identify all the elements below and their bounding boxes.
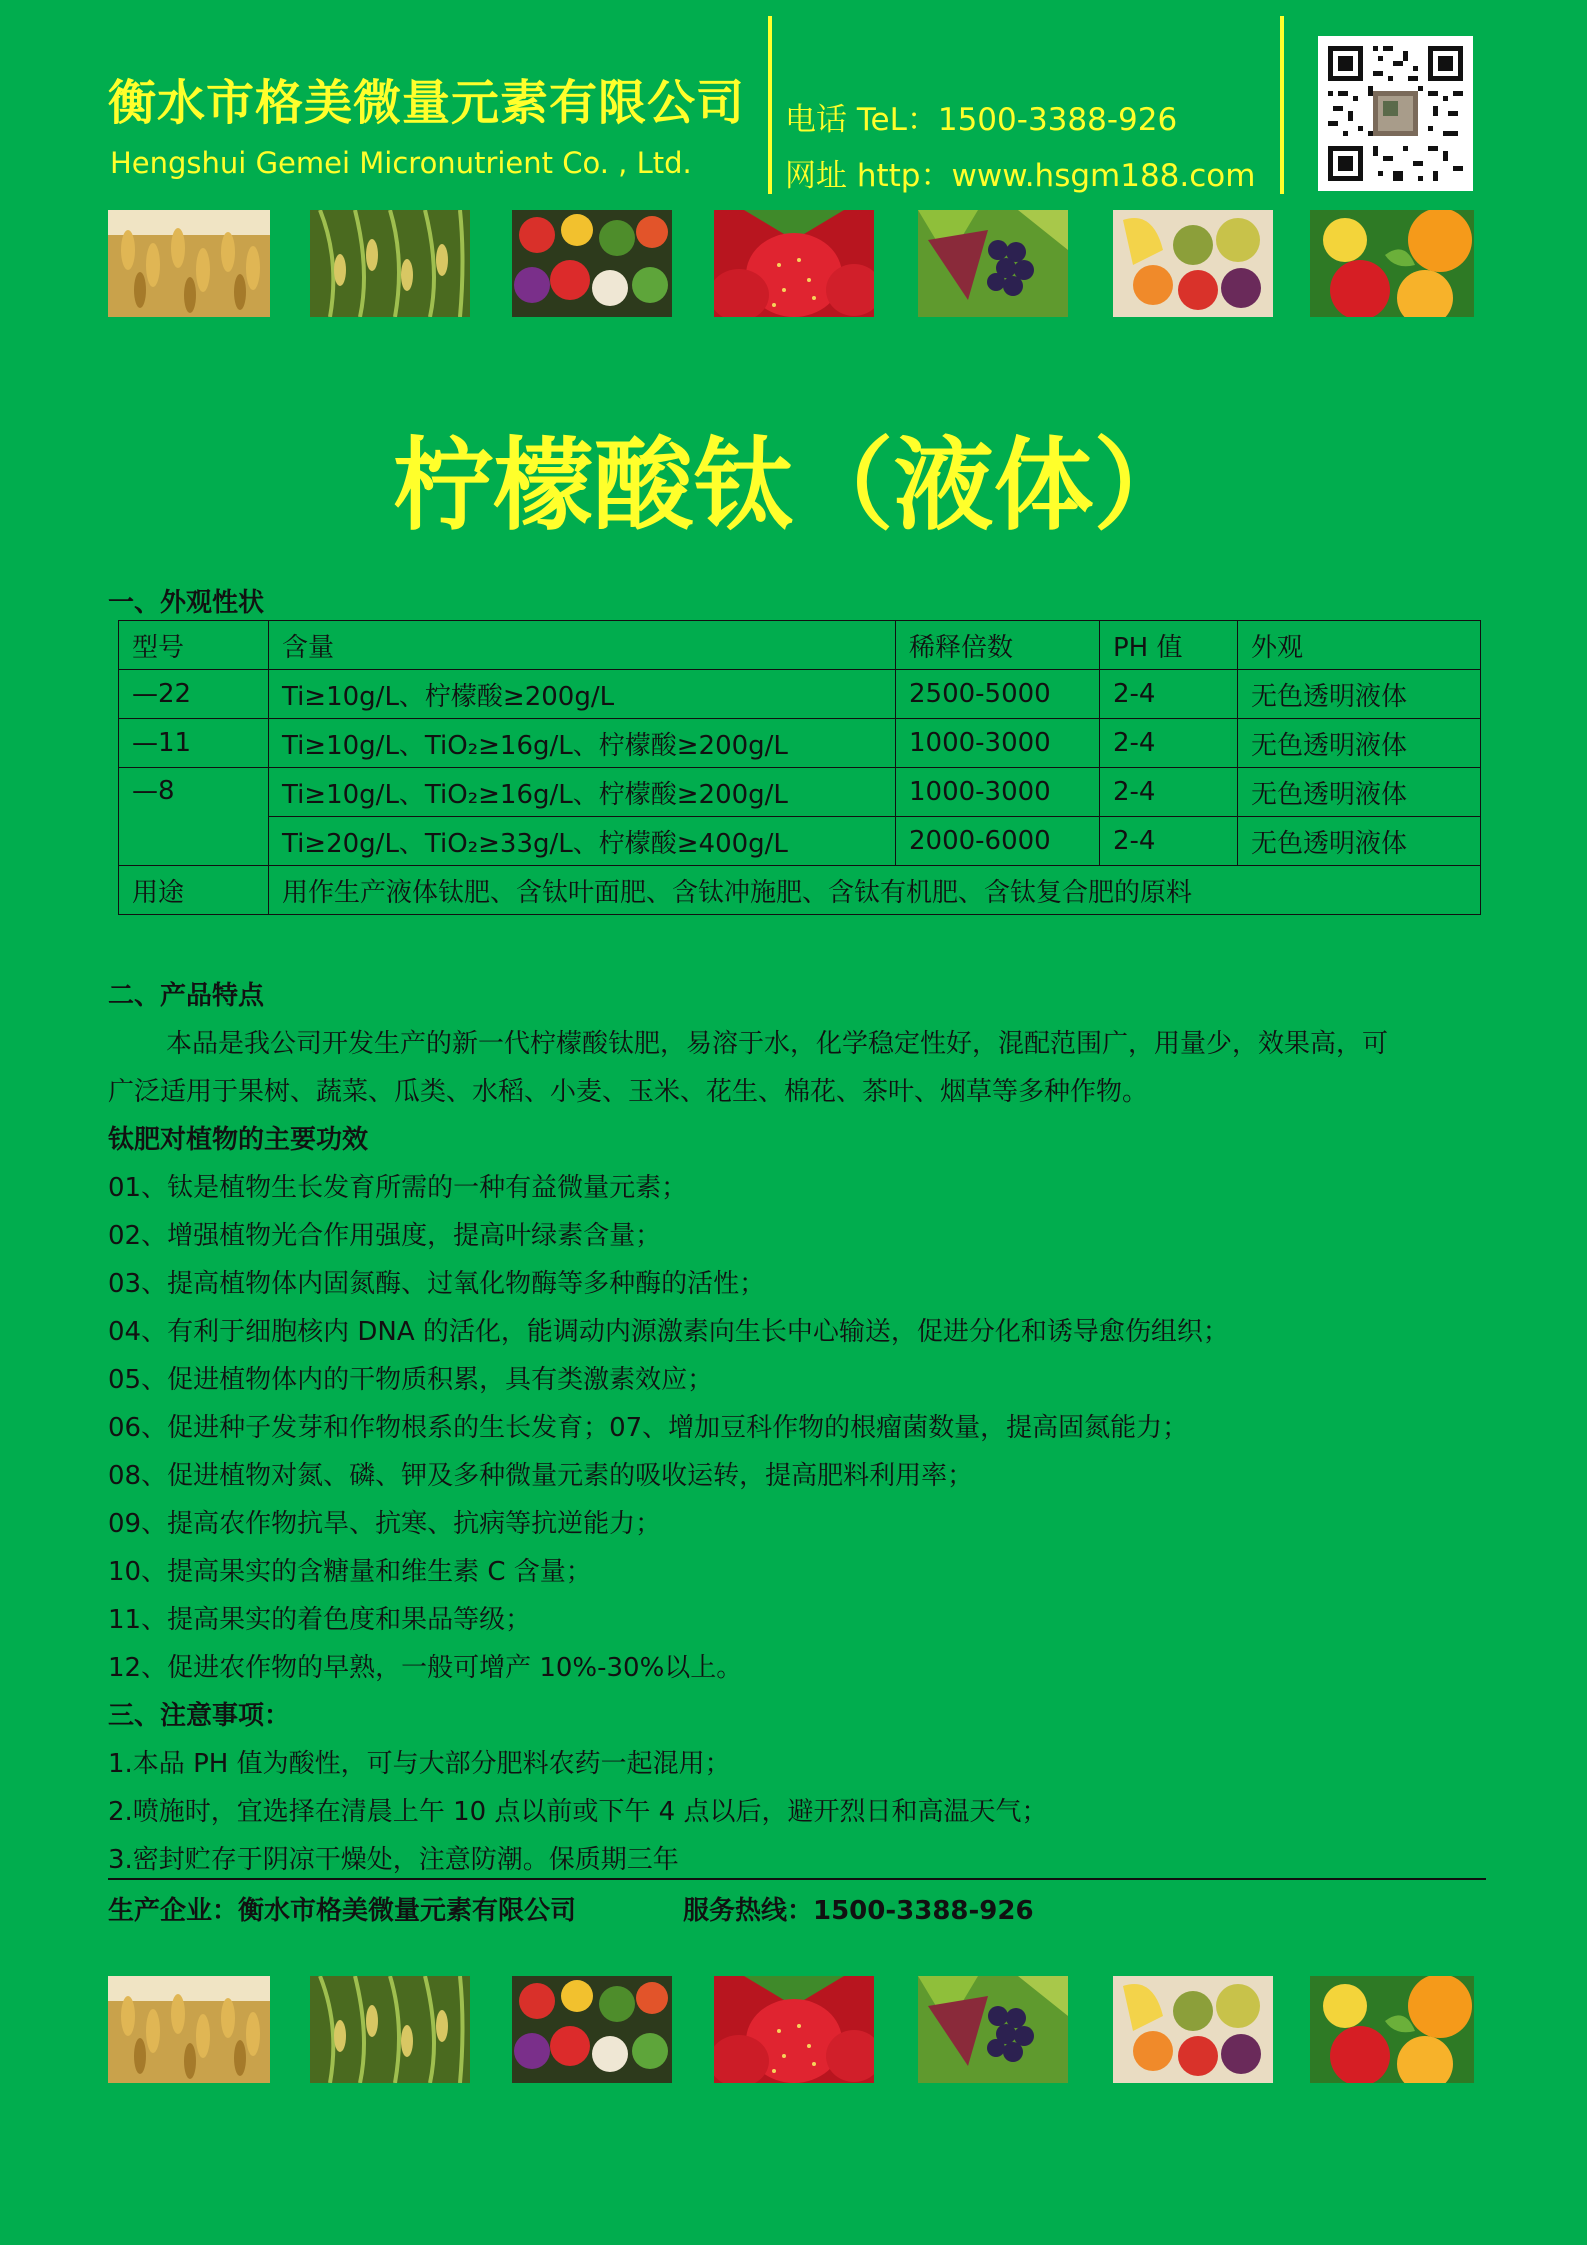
effect-item: 11、提高果实的着色度和果品等级； (108, 1605, 532, 1635)
cell-appearance: 无色透明液体 (1238, 817, 1481, 866)
table-row (119, 670, 1481, 719)
effect-item: 04、有利于细胞核内 DNA 的活化，能调动内源激素向生长中心输送，促进分化和诱导愈伤组织； (108, 1317, 1229, 1347)
hotline: 服务热线：1500-3388-926 (683, 1896, 1034, 1926)
product-title: 柠檬酸钛（液体） (393, 427, 1194, 544)
spec-table (118, 620, 1481, 915)
section1-heading: 一、外观性状 (108, 588, 265, 618)
effect-item: 02、增强植物光合作用强度，提高叶绿素含量； (108, 1221, 662, 1251)
strawberry-photo (714, 210, 874, 317)
header-appearance: 外观 (1238, 621, 1481, 670)
usage-label: 用途 (119, 866, 269, 915)
photo-strip-top (108, 210, 1474, 317)
cell-appearance: 无色透明液体 (1238, 768, 1481, 817)
effect-item: 12、促进农作物的早熟，一般可增产 10%-30%以上。 (108, 1653, 743, 1683)
effect-item: 03、提高植物体内固氮酶、过氧化物酶等多种酶的活性； (108, 1269, 766, 1299)
effect-item: 01、钛是植物生长发育所需的一种有益微量元素； (108, 1173, 688, 1203)
producer-line: 生产企业：衡水市格美微量元素有限公司 (108, 1896, 577, 1926)
section2-heading: 二、产品特点 (108, 981, 265, 1011)
header-ph: PH 值 (1100, 621, 1238, 670)
cell-content: Ti≥20g/L、TiO₂≥33g/L、柠檬酸≥400g/L (269, 817, 896, 866)
header-divider-right (1280, 16, 1284, 194)
footer-divider (108, 1878, 1486, 1880)
section3-heading: 三、注意事项： (108, 1701, 291, 1731)
company-name-cn: 衡水市格美微量元素有限公司 (108, 75, 746, 131)
wheat-photo (108, 210, 270, 317)
cell-content: Ti≥10g/L、柠檬酸≥200g/L (269, 670, 896, 719)
cell-content: Ti≥10g/L、TiO₂≥16g/L、柠檬酸≥200g/L (269, 768, 896, 817)
website-url: 网址 http：www.hsgm188.com (785, 158, 1256, 194)
table-row (119, 768, 1481, 817)
citrus-photo (1310, 210, 1474, 317)
header-content: 含量 (269, 621, 896, 670)
company-name-en: Hengshui Gemei Micronutrient Co. , Ltd. (110, 146, 692, 180)
cell-dilution: 1000-3000 (896, 719, 1100, 768)
rice-photo (310, 1976, 470, 2083)
vegetables-photo (512, 210, 672, 317)
effect-item: 08、促进植物对氮、磷、钾及多种微量元素的吸收运转，提高肥料利用率； (108, 1461, 974, 1491)
header-dilution: 稀释倍数 (896, 621, 1100, 670)
fruit-basket-photo (1113, 210, 1273, 317)
table-row (119, 817, 1481, 866)
cell-appearance: 无色透明液体 (1238, 719, 1481, 768)
fruit-basket-photo (1113, 1976, 1273, 2083)
vegetables-photo (512, 1976, 672, 2083)
cell-appearance: 无色透明液体 (1238, 670, 1481, 719)
intro-paragraph-line2: 广泛适用于果树、蔬菜、瓜类、水稻、小麦、玉米、花生、棉花、茶叶、烟草等多种作物。 (108, 1077, 1149, 1107)
effect-item: 06、促进种子发芽和作物根系的生长发育；07、增加豆科作物的根瘤菌数量，提高固氮能力； (108, 1413, 1189, 1443)
cell-dilution: 2000-6000 (896, 817, 1100, 866)
effects-heading: 钛肥对植物的主要功效 (108, 1125, 369, 1155)
header-divider-left (768, 16, 772, 194)
cell-model: —8 (119, 768, 269, 866)
table-row (119, 719, 1481, 768)
grapes-photo (918, 1976, 1068, 2083)
cell-model: —11 (119, 719, 269, 768)
intro-paragraph-line1: 本品是我公司开发生产的新一代柠檬酸钛肥，易溶于水，化学稳定性好，混配范围广，用量少，效果高，可 (166, 1029, 1389, 1059)
usage-value: 用作生产液体钛肥、含钛叶面肥、含钛冲施肥、含钛有机肥、含钛复合肥的原料 (269, 866, 1481, 915)
qr-code-icon (1318, 36, 1473, 191)
effect-item: 09、提高农作物抗旱、抗寒、抗病等抗逆能力； (108, 1509, 662, 1539)
wheat-photo (108, 1976, 270, 2083)
grapes-photo (918, 210, 1068, 317)
table-usage-row (119, 866, 1481, 915)
note-item: 3.密封贮存于阴凉干燥处，注意防潮。保质期三年 (108, 1845, 679, 1875)
cell-ph: 2-4 (1100, 670, 1238, 719)
note-item: 1.本品 PH 值为酸性，可与大部分肥料农药一起混用； (108, 1749, 731, 1779)
strawberry-photo (714, 1976, 874, 2083)
rice-photo (310, 210, 470, 317)
table-header-row (119, 621, 1481, 670)
cell-ph: 2-4 (1100, 719, 1238, 768)
cell-content: Ti≥10g/L、TiO₂≥16g/L、柠檬酸≥200g/L (269, 719, 896, 768)
photo-strip-bottom (108, 1976, 1474, 2083)
effect-item: 05、促进植物体内的干物质积累，具有类激素效应； (108, 1365, 714, 1395)
effect-item: 10、提高果实的含糖量和维生素 C 含量； (108, 1557, 592, 1587)
cell-dilution: 2500-5000 (896, 670, 1100, 719)
header-model: 型号 (119, 621, 269, 670)
cell-ph: 2-4 (1100, 768, 1238, 817)
cell-dilution: 1000-3000 (896, 768, 1100, 817)
phone-number: 电话 TeL：1500-3388-926 (785, 102, 1178, 138)
note-item: 2.喷施时，宜选择在清晨上午 10 点以前或下午 4 点以后，避开烈日和高温天气； (108, 1797, 1048, 1827)
cell-model: —22 (119, 670, 269, 719)
citrus-photo (1310, 1976, 1474, 2083)
cell-ph: 2-4 (1100, 817, 1238, 866)
